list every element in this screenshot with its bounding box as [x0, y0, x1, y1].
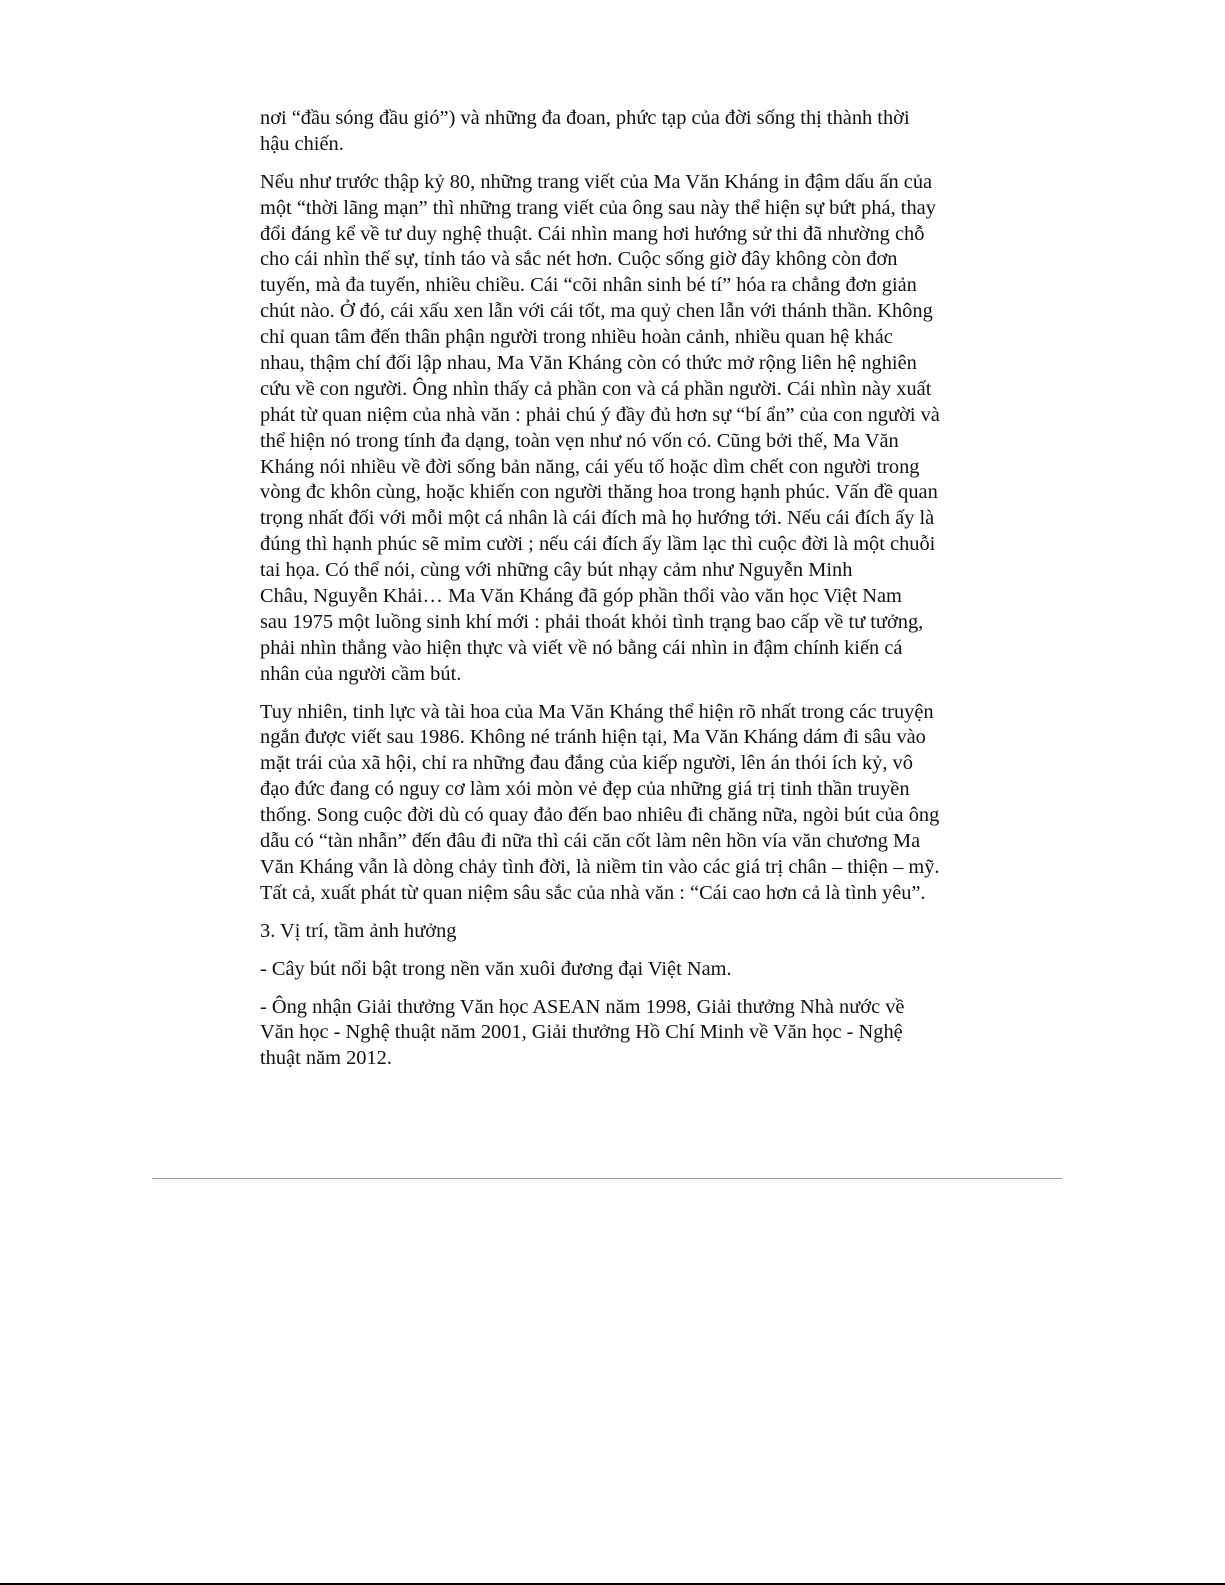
text-line: đúng thì hạnh phúc sẽ mỉm cười ; nếu cái đích ấy lầm lạc thì cuộc đời là một chuỗi: [260, 533, 936, 556]
text-line: Châu, Nguyễn Khải… Ma Văn Kháng đã góp phần thổi vào văn học Việt Nam: [260, 585, 902, 608]
bullet-item: [260, 995, 965, 1073]
bullet-item: [260, 957, 965, 983]
text-line: đổi đáng kể về tư duy nghệ thuật. Cái nhìn mang hơi hướng sử thi đã nhường chỗ: [260, 222, 925, 245]
text-line: Nếu như trước thập kỷ 80, những trang viết của Ma Văn Kháng in đậm dấu ấn của: [260, 170, 933, 193]
text-line: sau 1975 một luồng sinh khí mới : phải thoát khỏi tình trạng bao cấp về tư tưởng,: [260, 610, 924, 633]
text-line: Văn học - Nghệ thuật năm 2001, Giải thưởng Hồ Chí Minh về Văn học - Nghệ: [260, 1021, 903, 1044]
text-line: chút nào. Ở đó, cái xấu xen lẫn với cái tốt, ma quỷ chen lẫn với thánh thần. Không: [260, 300, 933, 323]
text-line: thống. Song cuộc đời dù có quay đảo đến bao nhiêu đi chăng nữa, ngòi bút của ông: [260, 804, 940, 827]
text-line: cho cái nhìn thế sự, tỉnh táo và sắc nét hơn. Cuộc sống giờ đây không còn đơn: [260, 248, 898, 271]
text-line: thể hiện nó trong tính đa dạng, toàn vẹn như nó vốn có. Cũng bởi thế, Ma Văn: [260, 429, 899, 452]
text-line: phải nhìn thẳng vào hiện thực và viết về nó bằng cái nhìn in đậm chính kiến cá: [260, 636, 903, 659]
text-line: tai họa. Có thể nói, cùng với những cây bút nhạy cảm như Nguyễn Minh: [260, 559, 853, 582]
text-line: hậu chiến.: [260, 132, 344, 155]
document-body: [260, 106, 965, 1084]
text-line: chỉ quan tâm đến thân phận người trong nhiều hoàn cảnh, nhiều quan hệ khác: [260, 326, 893, 349]
text-line: dẫu có “tàn nhẫn” đến đâu đi nữa thì cái căn cốt làm nên hồn vía văn chương Ma: [260, 830, 921, 853]
text-line: vòng đc khôn cùng, hoặc khiến con người thăng hoa trong hạnh phúc. Vấn đề quan: [260, 481, 938, 504]
text-line: - Cây bút nổi bật trong nền văn xuôi đương đại Việt Nam.: [260, 957, 732, 980]
text-line: nhân của người cầm bút.: [260, 662, 462, 685]
text-line: nơi “đầu sóng đầu gió”) và những đa đoan, phức tạp của đời sống thị thành thời: [260, 107, 910, 129]
text-line: - Ông nhận Giải thưởng Văn học ASEAN năm 1998, Giải thưởng Nhà nước về: [260, 995, 905, 1018]
paragraph-3: [260, 700, 965, 907]
text-line: tuyến, mà đa tuyến, nhiều chiều. Cái “cõi nhân sinh bé tí” hóa ra chẳng đơn giản: [260, 274, 917, 297]
text-line: thuật năm 2012.: [260, 1047, 392, 1070]
paragraph-2: [260, 170, 965, 688]
text-line: Văn Kháng vẫn là dòng chảy tình đời, là niềm tin vào các giá trị chân – thiện – mỹ.: [260, 855, 940, 878]
text-line: nhau, thậm chí đối lập nhau, Ma Văn Kháng còn có thức mở rộng liên hệ nghiên: [260, 352, 917, 375]
text-line: Tuy nhiên, tinh lực và tài hoa của Ma Văn Kháng thể hiện rõ nhất trong các truyện: [260, 700, 934, 723]
page-footer-divider: [152, 1178, 1062, 1179]
text-line: 3. Vị trí, tầm ảnh hưởng: [260, 919, 457, 942]
text-line: một “thời lãng mạn” thì những trang viết của ông sau này thể hiện sự bứt phá, thay: [260, 196, 936, 219]
text-line: cứu về con người. Ông nhìn thấy cả phần con và cá phần người. Cái nhìn này xuất: [260, 377, 932, 400]
text-line: ngắn được viết sau 1986. Không né tránh hiện tại, Ma Văn Kháng dám đi sâu vào: [260, 726, 926, 749]
text-line: Kháng nói nhiều về đời sống bản năng, cái yếu tố hoặc dìm chết con người trong: [260, 455, 920, 478]
text-line: Tất cả, xuất phát từ quan niệm sâu sắc của nhà văn : “Cái cao hơn cả là tình yêu”.: [260, 881, 926, 904]
section-heading: [260, 919, 965, 945]
text-line: trọng nhất đối với mỗi một cá nhân là cái đích mà họ hướng tới. Nếu cái đích ấy là: [260, 507, 935, 530]
text-line: mặt trái của xã hội, chỉ ra những đau đắng của kiếp người, lên án thói ích kỷ, vô: [260, 752, 913, 775]
text-line: phát từ quan niệm của nhà văn : phải chú ý đầy đủ hơn sự “bí ẩn” của con người và: [260, 403, 940, 426]
paragraph-1: [260, 106, 965, 158]
text-line: đạo đức đang có nguy cơ làm xói mòn vẻ đẹp của những giá trị tinh thần truyền: [260, 778, 910, 801]
